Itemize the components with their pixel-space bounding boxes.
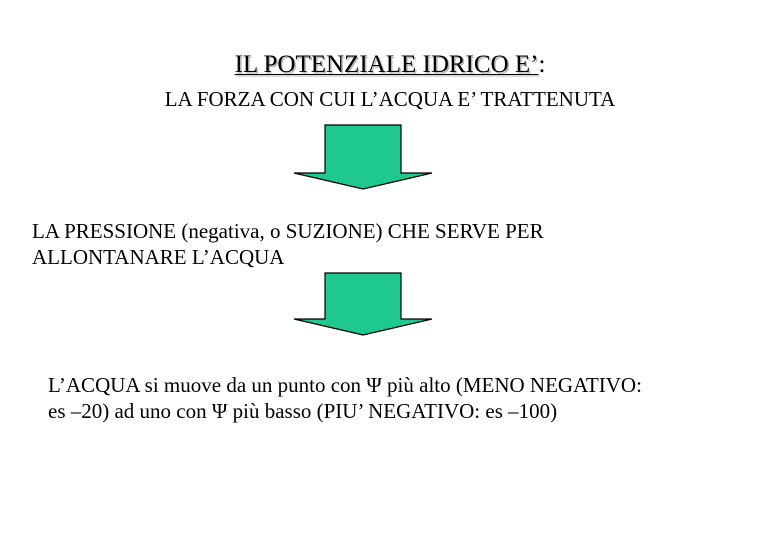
movement-text-line-1: L’ACQUA si muove da un punto con Ψ più alto (MENO NEGATIVO: bbox=[48, 373, 642, 397]
title-main: IL POTENZIALE IDRICO E’ bbox=[234, 51, 539, 78]
pressure-text bbox=[32, 218, 544, 270]
pressure-text-line-1: LA PRESSIONE (negativa, o SUZIONE) CHE SERVE PER bbox=[32, 219, 544, 243]
arrow-down-icon bbox=[293, 272, 433, 336]
movement-text-line-2: es –20) ad uno con Ψ più basso (PIU’ NEGATIVO: es –100) bbox=[48, 399, 558, 423]
movement-text bbox=[48, 372, 642, 424]
arrow-down-icon bbox=[293, 124, 433, 190]
title-colon: : bbox=[538, 51, 546, 78]
slide-subtitle: LA FORZA CON CUI L’ACQUA E’ TRATTENUTA bbox=[164, 87, 616, 111]
pressure-text-line-2: ALLONTANARE L’ACQUA bbox=[32, 245, 285, 269]
slide-title bbox=[0, 50, 780, 80]
